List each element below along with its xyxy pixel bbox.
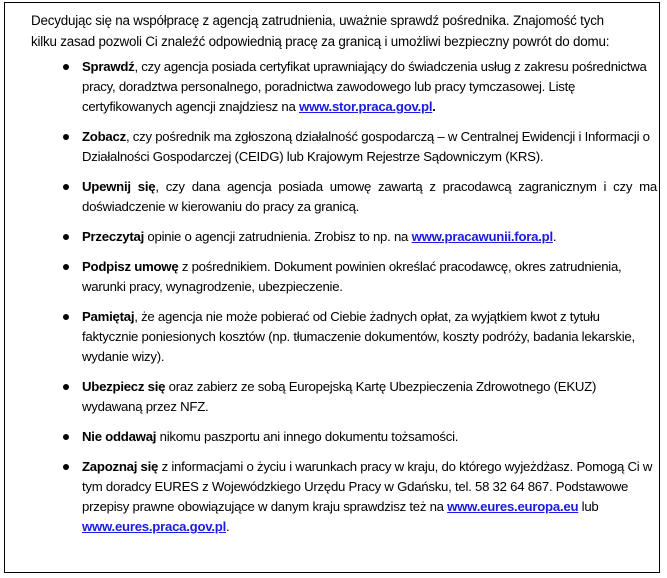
link-pracawunii[interactable]: www.pracawunii.fora.pl [411,229,553,244]
list-item-przeczytaj [5,227,661,247]
item-end: . [226,519,230,534]
item-text: , czy dana agencja posiada umowę zawartą z pracodawcą zagranicznym i czy ma doświadczenie w kierowaniu do pracy za granicą. [82,179,657,214]
item-bold: Ubezpiecz się [82,379,166,394]
item-text: z informacjami o życiu i warunkach pracy w kraju, do którego wyjeżdżasz. Pomogą Ci w tym doradcy EURES z Wojewódzkiego Urzędu Pracy w Gdańsku, tel. 58 32 64 867. Podstawowe przepisy prawne obowiązujące w danym kraju sprawdzisz też na [82,459,653,514]
list-item-upewnij [5,177,661,217]
item-end: . [552,229,557,244]
info-box [4,2,660,573]
bullet-icon [63,64,69,70]
bullet-icon [63,264,69,270]
list-item-ubezpiecz [5,377,661,417]
link-eures-praca[interactable]: www.eures.praca.gov.pl [82,519,227,534]
list-item-podpisz [5,257,661,297]
bullet-icon [63,184,69,190]
item-bold: Nie oddawaj [82,429,157,444]
item-bold: Sprawdź [82,59,135,74]
item-text: , że agencja nie może pobierać od Ciebie żadnych opłat, za wyjątkiem kwot z tytułu faktycznie poniesionych kosztów (np. tłumaczenie dokumentów, koszty podróży, badania lekarskie, wydanie wizy). [82,309,635,364]
list-item-nie-oddawaj [5,427,661,447]
bullet-icon [63,384,69,390]
item-bold: Pamiętaj [82,309,135,324]
item-bold: Zobacz [82,129,126,144]
item-bold: Upewnij się [82,179,156,194]
item-text: , czy agencja posiada certyfikat uprawniający do świadczenia usług z zakresu pośrednictwa pracy, doradztwa personalnego, poradnictwa zawodowego lub pracy tymczasowej. Listę certyfikowanych agencji znajdziesz na [82,59,647,114]
link-stor-praca[interactable]: www.stor.praca.gov.pl [299,99,433,114]
bullet-icon [63,434,69,440]
item-text: z pośrednikiem. Dokument powinien określać pracodawcę, okres zatrudnienia, warunki pracy, wynagrodzenie, ubezpieczenie. [82,259,622,294]
item-end: . [432,99,436,114]
bullet-icon [63,234,69,240]
item-text: nikomu paszportu ani innego dokumentu tożsamości. [156,429,459,444]
list-item-zapoznaj [5,457,661,537]
bullet-icon [63,134,69,140]
item-bold: Przeczytaj [82,229,145,244]
item-text: , czy pośrednik ma zgłoszoną działalność gospodarczą – w Centralnej Ewidencji i Informacji o Działalności Gospodarczej (CEIDG) lub Krajowym Rejestrze Sądowniczym (KRS). [82,129,650,164]
item-mid: lub [578,499,599,514]
bullet-icon [63,464,69,470]
item-text: oraz zabierz ze sobą Europejską Kartę Ubezpieczenia Zdrowotnego (EKUZ) wydawaną przez NFZ. [82,379,597,414]
intro-paragraph: Decydując się na współpracę z agencją zatrudnienia, uważnie sprawdź pośrednika. Znajomość tych kilku zasad pozwoli Ci znaleźć odpowiednią pracę za granicą i umożliwi bezpieczny powrót do domu: [31,13,610,49]
item-text: opinie o agencji zatrudnienia. Zrobisz to np. na [144,229,412,244]
link-eures-europa[interactable]: www.eures.europa.eu [447,499,579,514]
list-item-pamietaj [5,307,661,367]
list-item-sprawdz [5,57,661,117]
list-item-zobacz [5,127,661,167]
tips-list [5,57,661,547]
item-bold: Podpisz umowę [82,259,179,274]
bullet-icon [63,314,69,320]
item-bold: Zapoznaj się [82,459,159,474]
